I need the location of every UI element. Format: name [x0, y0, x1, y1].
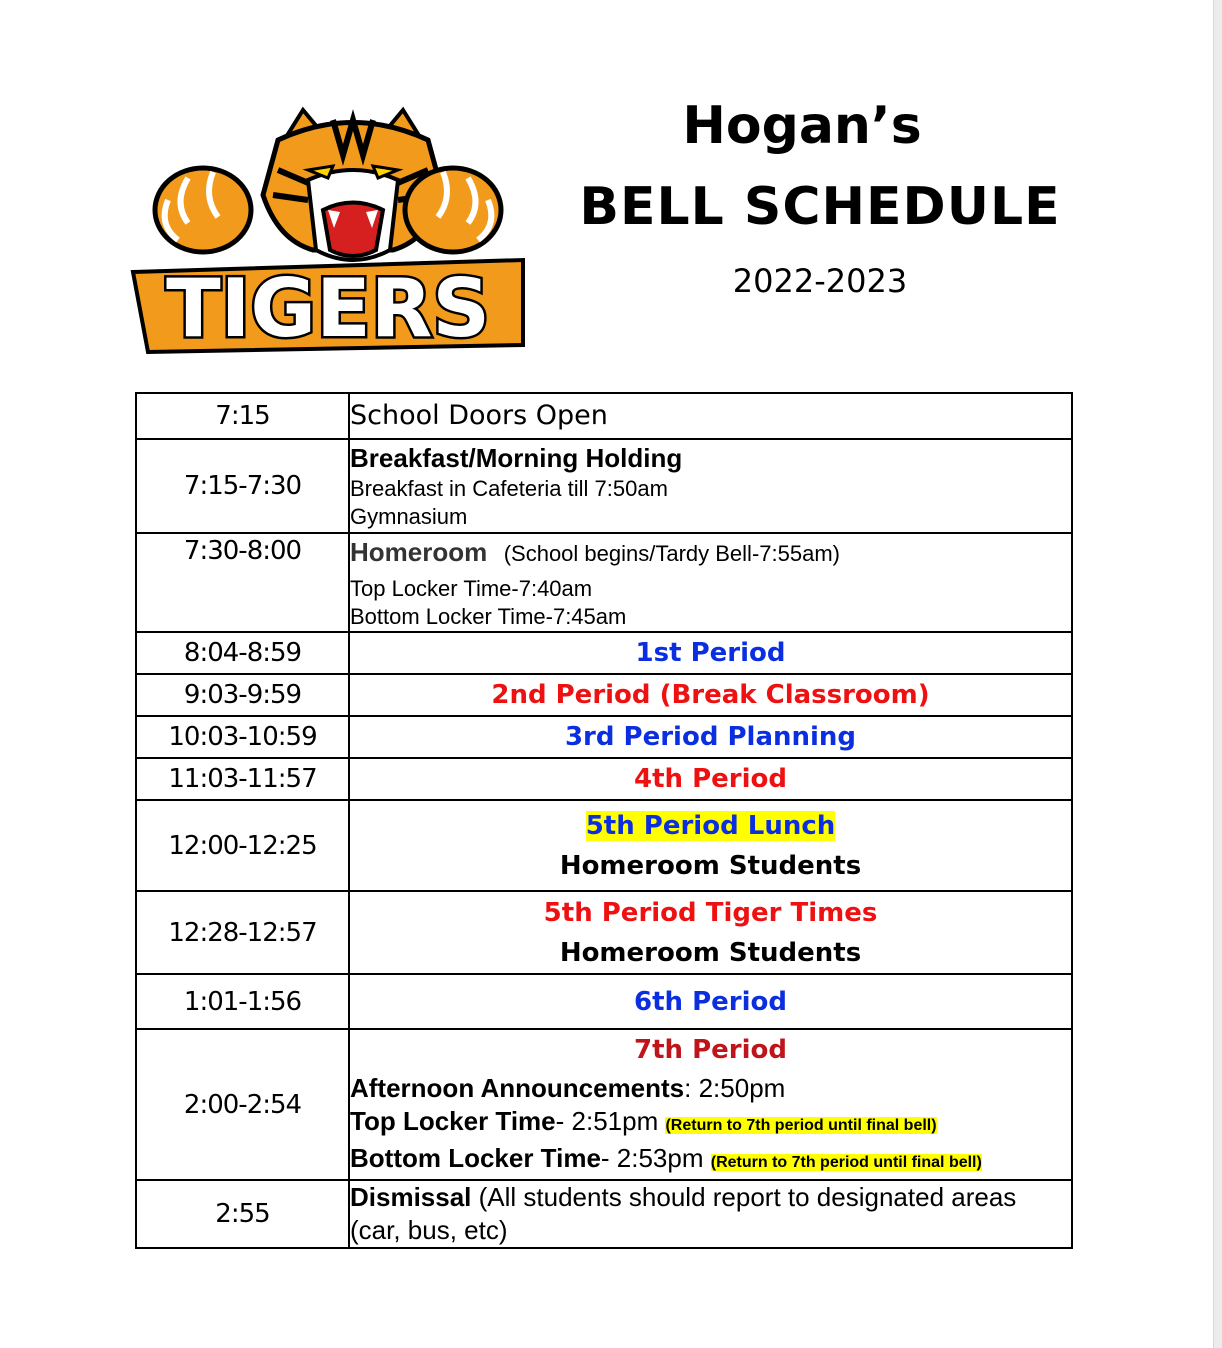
bottom-locker-line: [350, 1142, 1071, 1179]
table-row: [136, 393, 1072, 439]
time-cell: 2:55: [136, 1180, 349, 1248]
activity-subtitle: Homeroom Students: [559, 850, 862, 881]
table-row: [136, 800, 1072, 891]
activity-cell: [349, 758, 1072, 800]
activity-cell: [349, 533, 1072, 632]
activity-cell: [349, 974, 1072, 1029]
time-cell: 7:15: [136, 393, 349, 439]
time-cell: 7:30-8:00: [136, 533, 349, 632]
activity-title: 5th Period Lunch: [585, 810, 836, 841]
time-cell: 1:01-1:56: [136, 974, 349, 1029]
announcements-label: Afternoon Announcements: [350, 1073, 685, 1103]
activity-title: 3rd Period Planning: [564, 722, 857, 752]
time-cell: 9:03-9:59: [136, 674, 349, 716]
activity-title: Homeroom: [350, 537, 488, 567]
activity-title: Breakfast/Morning Holding: [350, 443, 683, 473]
activity-cell: [349, 1029, 1072, 1180]
bottom-locker-note: (Return to 7th period until final bell): [710, 1154, 982, 1171]
table-row: [136, 674, 1072, 716]
activity-cell: [349, 716, 1072, 758]
table-row: [136, 439, 1072, 533]
top-locker-line: [350, 1105, 1071, 1142]
dismissal-label: Dismissal: [350, 1182, 472, 1212]
school-year: 2022-2023: [732, 262, 908, 300]
activity-title: 6th Period: [634, 986, 787, 1017]
activity-title: 1st Period: [635, 638, 786, 668]
time-cell: 12:28-12:57: [136, 891, 349, 974]
top-locker-label: Top Locker Time: [350, 1106, 556, 1136]
announcements-line: [350, 1072, 1071, 1105]
table-row: [136, 632, 1072, 674]
activity-cell: [349, 891, 1072, 974]
activity-detail: Top Locker Time-7:40am: [350, 576, 593, 601]
logo-text: TIGERS: [166, 262, 490, 355]
activity-title: 2nd Period (Break Classroom): [491, 680, 930, 710]
page-edge: [1213, 0, 1222, 1348]
time-cell: 7:15-7:30: [136, 439, 349, 533]
activity-cell: [349, 393, 1072, 439]
activity-cell: [349, 674, 1072, 716]
top-locker-time: - 2:51pm: [555, 1106, 666, 1136]
table-row: [136, 758, 1072, 800]
activity-note: (School begins/Tardy Bell-7:55am): [503, 541, 840, 566]
title-block: [560, 88, 1080, 312]
activity-subtitle: Homeroom Students: [559, 937, 862, 968]
time-cell: 8:04-8:59: [136, 632, 349, 674]
bell-schedule-table: [135, 392, 1073, 1249]
activity-title: School Doors Open: [350, 400, 608, 431]
bottom-locker-label: Bottom Locker Time: [350, 1143, 601, 1173]
top-locker-note: (Return to 7th period until final bell): [665, 1117, 937, 1134]
activity-cell: [349, 439, 1072, 533]
activity-detail: Gymnasium: [350, 504, 468, 529]
activity-cell: [349, 800, 1072, 891]
activity-cell: [349, 1180, 1072, 1248]
school-name: Hogan’s: [682, 96, 922, 156]
activity-cell: [349, 632, 1072, 674]
table-row: [136, 716, 1072, 758]
dismissal-text: (All students should report to designated areas (car, bus, etc): [350, 1182, 1017, 1245]
time-cell: 12:00-12:25: [136, 800, 349, 891]
activity-title: 5th Period Tiger Times: [543, 897, 878, 928]
activity-detail: Bottom Locker Time-7:45am: [350, 604, 627, 629]
time-cell: 2:00-2:54: [136, 1029, 349, 1180]
time-cell: 11:03-11:57: [136, 758, 349, 800]
table-row: [136, 1029, 1072, 1180]
announcements-time: : 2:50pm: [684, 1073, 786, 1103]
page-title: BELL SCHEDULE: [579, 177, 1061, 237]
table-row: [136, 974, 1072, 1029]
bottom-locker-time: - 2:53pm: [600, 1143, 711, 1173]
activity-detail: Breakfast in Cafeteria till 7:50am: [350, 476, 668, 501]
table-row: [136, 891, 1072, 974]
table-row: [136, 533, 1072, 632]
table-row: [136, 1180, 1072, 1248]
tiger-mascot-logo-icon: [128, 100, 528, 360]
time-cell: 10:03-10:59: [136, 716, 349, 758]
activity-title: 4th Period: [634, 764, 787, 794]
activity-title: 7th Period: [634, 1035, 787, 1065]
